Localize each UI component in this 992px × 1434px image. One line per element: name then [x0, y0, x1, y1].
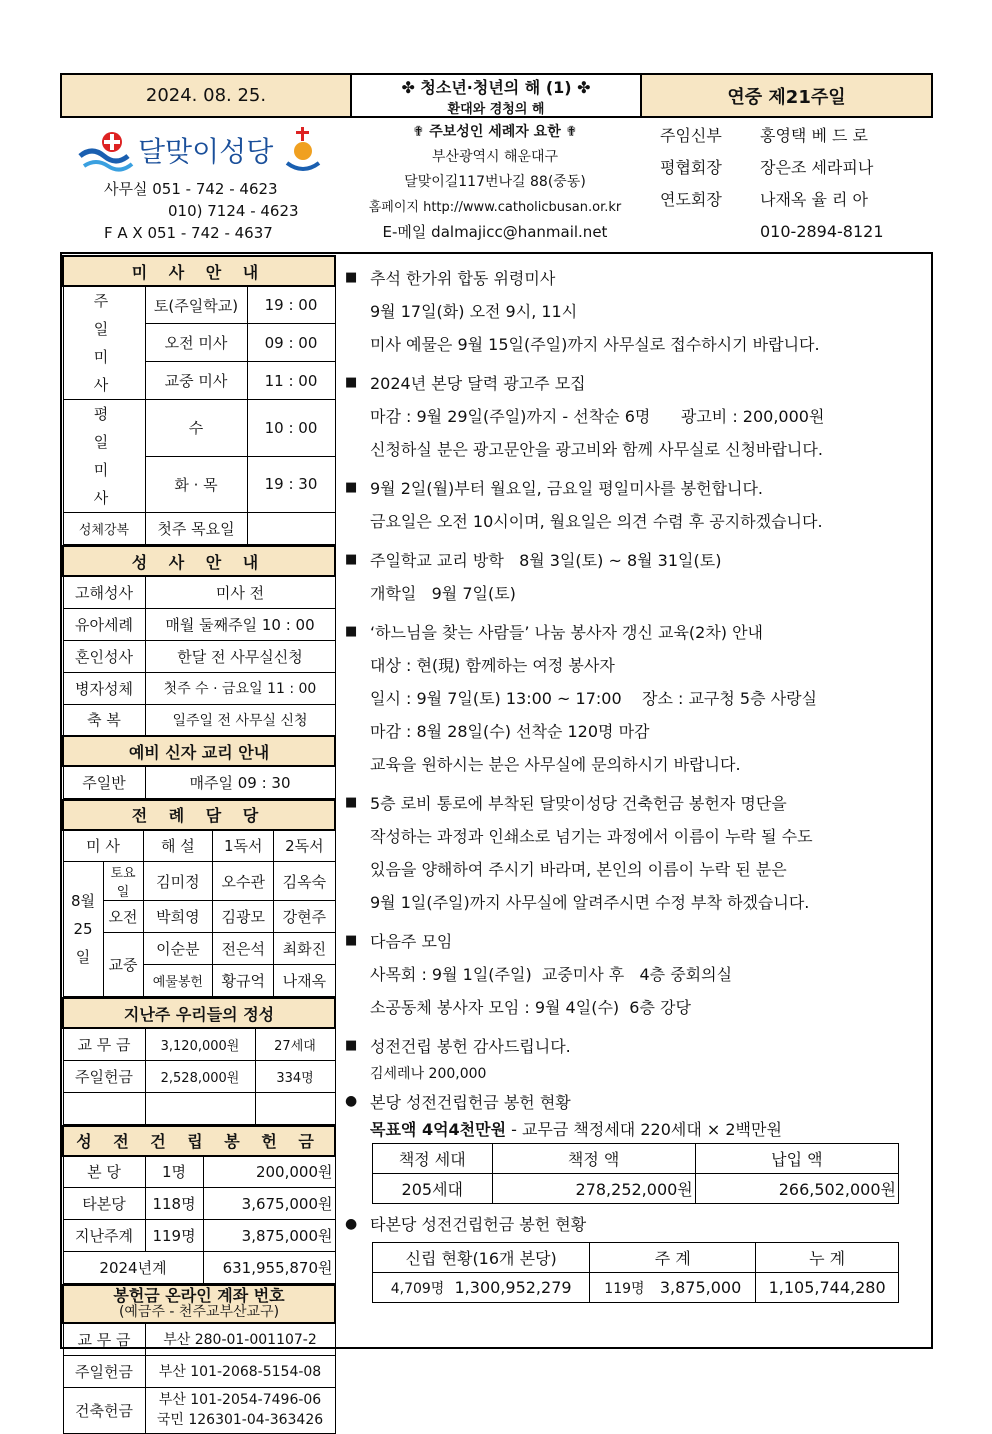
build-status-section: [345, 1089, 925, 1204]
notice-line: 김세레나 200,000: [370, 1066, 487, 1082]
notice-line: 작성하는 과정과 인쇄소로 넘기는 과정에서 이름이 누락 될 수도: [370, 827, 813, 846]
sunday-mass-label: 주 일 미 사: [63, 286, 145, 400]
building-table: [62, 1125, 336, 1285]
account-number: 부산 101-2068-5154-08: [145, 1355, 335, 1387]
liturgy-mass: 토요일: [103, 862, 143, 901]
mass-name: 토(주일학교): [145, 286, 247, 324]
notice-line: 신청하실 분은 광고문안을 광고비와 함께 사무실로 신청바랍니다.: [370, 440, 823, 459]
notice-line: 주일학교 교리 방학 8월 3일(토) ~ 8월 31일(토): [370, 551, 722, 570]
bulletin-date: 2024. 08. 25.: [62, 75, 352, 116]
notice-item: [345, 262, 925, 361]
notice-line: 마감 : 9월 29일(주일)까지 - 선착순 6명 광고비 : 200,000원: [370, 407, 825, 426]
account-name: 건축헌금: [63, 1387, 145, 1433]
account-name: 교 무 금: [63, 1323, 145, 1355]
bullet-icon: ■: [345, 933, 358, 948]
notice-line: 2024년 본당 달력 광고주 모집: [370, 374, 586, 393]
liturgy-cell: 이순분: [143, 933, 213, 965]
other-status-table: [372, 1242, 899, 1303]
bullet-icon: ■: [345, 552, 358, 567]
offering-amount: 2,528,000원: [145, 1060, 255, 1092]
status-value: 266,502,000원: [695, 1174, 898, 1204]
parish-info: [350, 120, 640, 245]
liturgical-week: 연중 제21주일: [642, 75, 931, 116]
liturgy-header: 2독서: [274, 830, 335, 862]
liturgy-mass: 오전: [103, 901, 143, 933]
mass-time: 19 : 00: [247, 286, 335, 324]
notice-line: 5층 로비 통로에 부착된 달맞이성당 건축헌금 봉헌자 명단을: [370, 794, 787, 813]
building-name: 본 당: [63, 1156, 145, 1188]
building-title: 성 전 건 립 봉 헌 금: [63, 1126, 335, 1156]
status-header: 신립 현황(16개 본당): [373, 1243, 590, 1273]
mass-time: 10 : 00: [247, 400, 335, 457]
status-header: 납입 액: [695, 1144, 898, 1174]
accounts-subtitle: (예금주 - 천주교부산교구): [118, 1304, 280, 1320]
staff-row: 연도회장 나재옥 율 리 아: [660, 190, 868, 209]
theme-subtitle: 환대와 경청의 해: [447, 101, 545, 117]
sacrament-name: 유아세례: [63, 608, 145, 640]
status-header: 누 계: [756, 1243, 899, 1273]
parish-name: 달맞이성당: [138, 135, 274, 168]
patron-saint: ✟ 주보성인 세례자 요한 ✟: [412, 124, 578, 140]
notice-line: 추석 한가위 합동 위령미사: [370, 269, 556, 288]
notice-line: 미사 예물은 9월 15일(주일)까지 사무실로 접수하시기 바랍니다.: [370, 335, 820, 354]
offering-count: 334명: [255, 1060, 335, 1092]
liturgy-cell: 최화진: [274, 933, 335, 965]
catechumen-title: 예비 신자 교리 안내: [63, 736, 335, 766]
sacrament-value: 매월 둘째주일 10 : 00: [145, 608, 335, 640]
mass-time: 19 : 30: [247, 456, 335, 513]
building-count: 119명: [145, 1220, 203, 1252]
mass-title: 미 사 안 내: [63, 256, 335, 286]
bullet-icon: ■: [345, 480, 358, 495]
mass-time: 11 : 00: [247, 362, 335, 400]
building-year-label: 2024년계: [63, 1252, 203, 1284]
sacrament-name: 병자성체: [63, 672, 145, 704]
catechumen-label: 주일반: [63, 766, 145, 798]
building-amount: 200,000원: [203, 1156, 335, 1188]
staff-row: 주임신부 홍영택 베 드 로: [660, 126, 868, 145]
theme-title: ✤ 청소년·청년의 해 (1) ✤: [401, 77, 591, 97]
offering-name: 주일헌금: [63, 1060, 145, 1092]
sacrament-value: 일주일 전 사무실 신청: [145, 704, 335, 736]
building-amount: 3,675,000원: [203, 1188, 335, 1220]
notices-column: [345, 262, 925, 1303]
wave-logo-icon: [78, 128, 134, 172]
year-theme: [352, 75, 642, 116]
left-column: [62, 255, 336, 1434]
office-phone: 사무실 051 - 742 - 4623: [104, 180, 278, 198]
liturgy-header: 1독서: [213, 830, 274, 862]
offering-title: 지난주 우리들의 정성: [63, 998, 335, 1028]
offering-amount: 3,120,000원: [145, 1028, 255, 1060]
notice-line: 9월 1일(주일)까지 사무실에 알려주시면 수정 부착 하겠습니다.: [370, 893, 810, 912]
building-amount: 3,875,000원: [203, 1220, 335, 1252]
notice-line: 소공동체 봉사자 모임 : 9월 4일(수) 6층 강당: [370, 998, 691, 1017]
liturgy-cell: 황규억: [213, 965, 274, 997]
liturgy-cell: 오수관: [213, 862, 274, 901]
liturgy-date: 8월 25일: [63, 862, 103, 997]
account-name: 주일헌금: [63, 1355, 145, 1387]
build-goal-amount: 목표액 4억4천만원: [370, 1120, 507, 1139]
notice-line: 마감 : 8월 28일(수) 선착순 120명 마감: [370, 722, 650, 741]
sacrament-title: 성 사 안 내: [63, 546, 335, 576]
status-value: 119명 3,875,000: [590, 1273, 756, 1303]
offering-count: 27세대: [255, 1028, 335, 1060]
sacrament-name: 축 복: [63, 704, 145, 736]
liturgy-cell: 나재옥: [274, 965, 335, 997]
liturgy-header: 해 설: [143, 830, 213, 862]
liturgy-header: 미 사: [63, 830, 143, 862]
bullet-icon: ■: [345, 375, 358, 390]
notice-line: 다음주 모임: [370, 932, 453, 951]
accounts-table: [62, 1284, 336, 1434]
build-goal: [345, 1117, 925, 1143]
homepage-link[interactable]: 홈페이지 http://www.catholicbusan.or.kr: [368, 200, 622, 215]
weekday-mass-label: 평 일 미 사: [63, 400, 145, 513]
liturgy-cell: 예물봉헌: [143, 965, 213, 997]
adoration-value: 첫주 목요일: [145, 513, 247, 545]
notice-line: 교육을 원하시는 분은 사무실에 문의하시기 바랍니다.: [370, 755, 741, 774]
liturgy-cell: 김옥숙: [274, 862, 335, 901]
mass-name: 수: [145, 400, 247, 457]
staff-row: 평협회장 장은조 세라피나: [660, 158, 874, 177]
liturgy-title: 전 례 담 당: [63, 800, 335, 830]
sacrament-name: 고해성사: [63, 576, 145, 608]
accounts-title: 봉헌금 온라인 계좌 번호: [113, 1286, 285, 1305]
build-goal-detail: - 교무금 책정세대 220세대 × 2백만원: [506, 1120, 782, 1139]
mass-table: [62, 255, 336, 545]
other-status-section: [345, 1210, 925, 1303]
circle-bullet-icon: ●: [345, 1216, 358, 1232]
catechumen-value: 매주일 09 : 30: [145, 766, 335, 798]
mass-name: 교중 미사: [145, 362, 247, 400]
office-fax: F A X 051 - 742 - 4637: [104, 224, 273, 242]
other-status-title: 타본당 성전건립헌금 봉헌 현황: [370, 1215, 587, 1234]
building-name: 타본당: [63, 1188, 145, 1220]
status-header: 주 계: [590, 1243, 756, 1273]
moon-emblem-icon: [283, 125, 323, 175]
notice-line: 일시 : 9월 7일(토) 13:00 ~ 17:00 장소 : 교구청 5층 사랑실: [370, 689, 818, 708]
bullet-icon: ■: [345, 795, 358, 810]
building-name: 지난주계: [63, 1220, 145, 1252]
build-status-title: 본당 성전건립헌금 봉헌 현황: [370, 1093, 571, 1112]
email-link[interactable]: E-메일 dalmajicc@hanmail.net: [382, 223, 608, 241]
mass-time: 09 : 00: [247, 324, 335, 362]
notice-line: 대상 : 현(現) 함께하는 여정 봉사자: [370, 656, 615, 675]
liturgy-mass: 교중: [103, 933, 143, 997]
mass-name: 화 · 목: [145, 456, 247, 513]
status-value: 205세대: [373, 1174, 493, 1204]
account-number: 국민 126301-04-363426: [156, 1412, 324, 1428]
staff-phone: 010-2894-8121: [760, 222, 884, 241]
mass-name: 오전 미사: [145, 324, 247, 362]
adoration-label: 성체강복: [63, 513, 145, 545]
account-number: 부산 101-2054-7496-06: [158, 1392, 322, 1408]
building-count: 118명: [145, 1188, 203, 1220]
status-value: 278,252,000원: [492, 1174, 695, 1204]
notice-item: [345, 472, 925, 538]
notice-line: 9월 2일(월)부터 월요일, 금요일 평일미사를 봉헌합니다.: [370, 479, 764, 498]
notice-line: 있음을 양해하여 주시기 바라며, 본인의 이름이 누락 된 분은: [370, 860, 787, 879]
liturgy-cell: 강현주: [274, 901, 335, 933]
notice-line: ‘하느님을 찾는 사람들’ 나눔 봉사자 갱신 교육(2차) 안내: [370, 623, 764, 642]
accounts-header: [63, 1285, 335, 1323]
notice-line: 사목회 : 9월 1일(주일) 교중미사 후 4층 중회의실: [370, 965, 733, 984]
notice-line: 개학일 9월 7일(토): [370, 584, 516, 603]
liturgy-cell: 박희영: [143, 901, 213, 933]
office-phones: [104, 178, 299, 244]
build-status-table: [372, 1143, 899, 1204]
notice-item: [345, 367, 925, 466]
sacrament-table: [62, 545, 336, 799]
bullet-icon: ■: [345, 270, 358, 285]
address-line2: 달맞이길117번나길 88(중동): [404, 174, 586, 190]
notice-line: 금요일은 오전 10시이며, 월요일은 의견 수렴 후 공지하겠습니다.: [370, 512, 823, 531]
offering-table: [62, 997, 336, 1125]
notice-item: [345, 925, 925, 1024]
staff-list: [660, 120, 910, 248]
address-line1: 부산광역시 해운대구: [431, 149, 559, 165]
sacrament-value: 한달 전 사무실신청: [145, 640, 335, 672]
notice-line: 9월 17일(화) 오전 9시, 11시: [370, 302, 578, 321]
liturgy-table: [62, 799, 336, 998]
offering-name: 교 무 금: [63, 1028, 145, 1060]
notice-line: 성전건립 봉헌 감사드립니다.: [370, 1037, 571, 1056]
notice-item: [345, 616, 925, 781]
circle-bullet-icon: ●: [345, 1093, 358, 1109]
sacrament-value: 미사 전: [145, 576, 335, 608]
liturgy-cell: 김광모: [213, 901, 274, 933]
notice-item: [345, 787, 925, 919]
status-value: 4,709명 1,300,952,279: [373, 1273, 590, 1303]
office-mobile: 010) 7124 - 4623: [168, 202, 299, 220]
status-header: 책정 세대: [373, 1144, 493, 1174]
notice-item: [345, 544, 925, 610]
account-number: 부산 280-01-001107-2: [145, 1323, 335, 1355]
header-bar: [60, 73, 933, 118]
building-count: 1명: [145, 1156, 203, 1188]
bullet-icon: ■: [345, 624, 358, 639]
sacrament-name: 혼인성사: [63, 640, 145, 672]
build-accounts: [145, 1387, 335, 1433]
sacrament-value: 첫주 수 · 금요일 11 : 00: [145, 672, 335, 704]
liturgy-cell: 전은석: [213, 933, 274, 965]
liturgy-cell: 김미정: [143, 862, 213, 901]
notice-item: [345, 1030, 925, 1085]
status-value: 1,105,744,280: [756, 1273, 899, 1303]
parish-logo: [78, 122, 338, 178]
building-year-total: 631,955,870원: [203, 1252, 335, 1284]
bullet-icon: ■: [345, 1038, 358, 1053]
status-header: 책정 액: [492, 1144, 695, 1174]
